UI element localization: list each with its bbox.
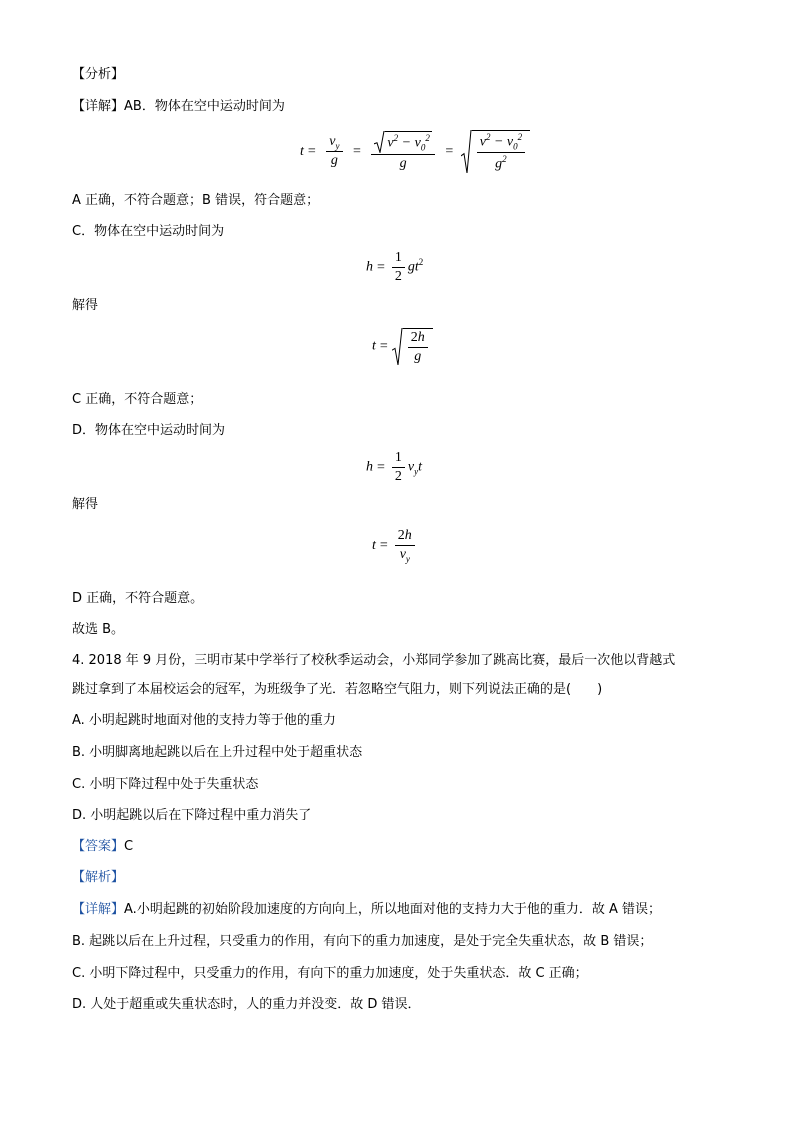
line-c-correct: C 正确，不符合题意； [72, 392, 203, 407]
line-d-intro: D．物体在空中运动时间为 [72, 423, 226, 438]
line-a-correct: A 正确，不符合题意；B 错误，符合题意； [72, 193, 320, 208]
option-d: D. 小明起跳以后在下降过程中重力消失了 [72, 808, 312, 823]
detail-text: AB．物体在空中运动时间为 [124, 99, 285, 114]
detail-a-text: A.小明起跳的初始阶段加速度的方向向上，所以地面对他的支持力大于他的重力．故 A 错误； [124, 902, 661, 917]
detail-tag-2: 【详解】 [72, 902, 125, 917]
formula-t-sqrt-2h-g: t = $\frac{2h}{g}$ [372, 328, 433, 365]
option-a: A. 小明起跳时地面对他的支持力等于他的重力 [72, 713, 336, 728]
formula-time-vy: t = $\frac{v_y}{g}$ = $\frac{v^2 - v_0^2}{g}$ = $\frac{v^2 - v_0^2}{g^2}$ [300, 130, 530, 173]
line-jiede-1: 解得 [72, 298, 99, 313]
analysis-tag: 【解析】 [72, 870, 125, 885]
line-jiede-2: 解得 [72, 497, 99, 512]
detail-line-c: C. 小明下降过程中，只受重力的作用，有向下的重力加速度，处于失重状态．故 C 正确； [72, 966, 588, 981]
option-b: B. 小明脚离地起跳以后在上升过程中处于超重状态 [72, 745, 363, 760]
detail-line-ab [72, 98, 285, 116]
question4-stem-line2: 跳过拿到了本届校运会的冠军，为班级争了光．若忽略空气阻力，则下列说法正确的是( ) [72, 682, 603, 697]
question4-stem-line1: 4. 2018 年 9 月份，三明市某中学举行了校秋季运动会，小郑同学参加了跳高比赛，最后一次他以背越式 [72, 653, 676, 668]
analysis-heading: 【分析】 [72, 67, 125, 82]
detail-line-a [72, 901, 661, 919]
formula-h-half-gt2: h = $\frac{1}{2}$ $gt^2$ [366, 250, 424, 284]
line-c-intro: C．物体在空中运动时间为 [72, 224, 225, 239]
answer-tag: 【答案】 [72, 839, 125, 854]
formula-h-half-vyt: h = $\frac{1}{2}$ $v_yt$ [366, 450, 423, 484]
detail-line-b: B. 起跳以后在上升过程，只受重力的作用，有向下的重力加速度，是处于完全失重状态，故 B 错误； [72, 934, 653, 949]
line-d-correct: D 正确，不符合题意。 [72, 591, 204, 606]
line-choose-b: 故选 B。 [72, 622, 125, 637]
detail-line-d: D. 人处于超重或失重状态时，人的重力并没变．故 D 错误． [72, 997, 421, 1012]
detail-tag: 【详解】 [72, 99, 125, 114]
option-c: C. 小明下降过程中处于失重状态 [72, 777, 259, 792]
answer-value: C [124, 839, 134, 854]
answer-line [72, 838, 133, 856]
formula-t-2h-vy: t = $\frac{2h}{v_y}$ [372, 528, 418, 564]
